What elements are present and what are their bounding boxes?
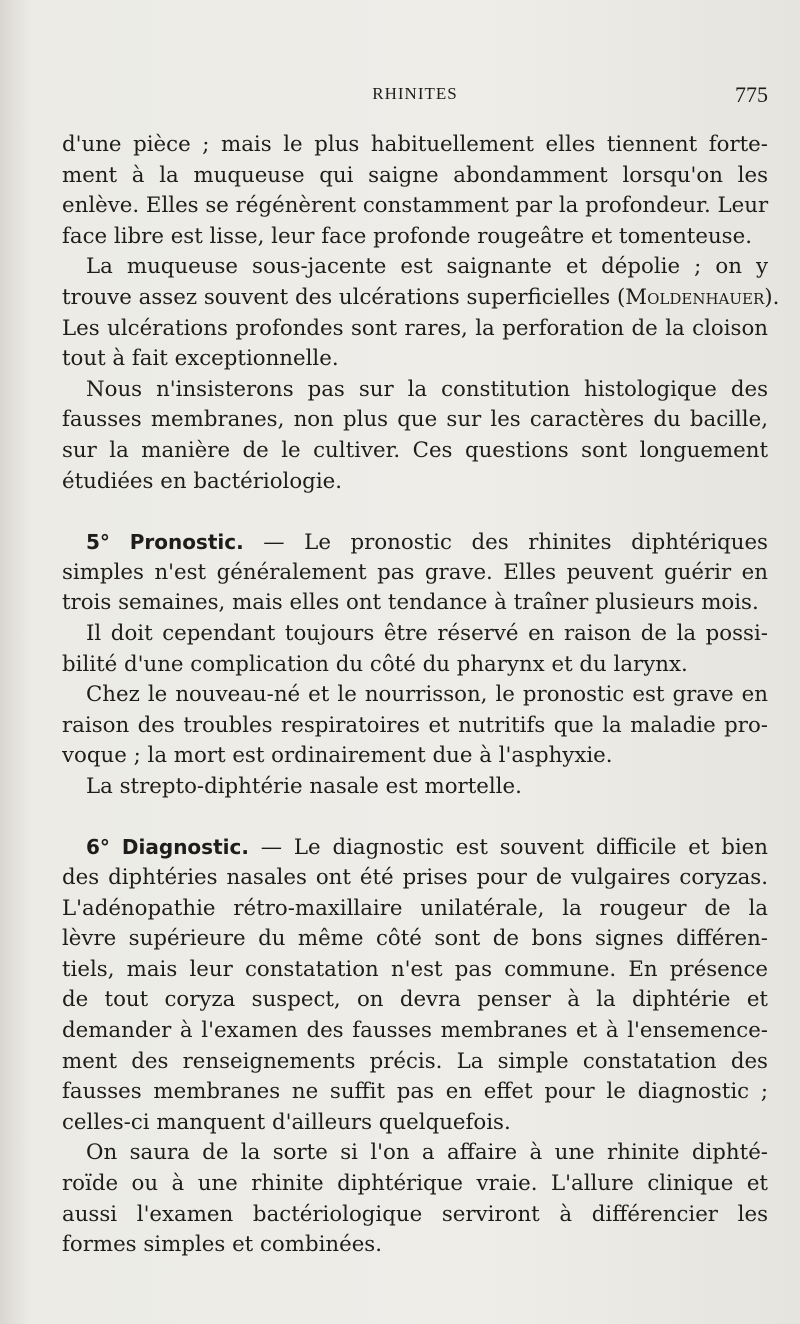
text-line: aussi l'examen bactériologique serviront à différencier les [62, 1201, 768, 1227]
text-fragment: trouve assez souvent des ulcérations superficielles ( [62, 284, 626, 310]
paragraph [62, 375, 768, 497]
page-number: 775 [735, 82, 768, 107]
text-line: des diphtéries nasales ont été prises pour de vulgaires coryzas. [62, 865, 768, 891]
text-line: tiels, mais leur constatation n'est pas commune. En présence [62, 956, 768, 982]
text-line: La strepto-diphtérie nasale est mortelle. [86, 773, 522, 799]
text-line-with-heading [62, 832, 768, 863]
text-line: ment des renseignements précis. La simple constatation des [62, 1048, 768, 1074]
section-spacer [62, 802, 768, 832]
text-line: lèvre supérieure du même côté sont de bons signes différen- [62, 926, 768, 952]
text-line: Nous n'insisterons pas sur la constitution histologique des [86, 376, 768, 402]
section-heading: 6° Diagnostic. [86, 835, 249, 860]
paragraph [62, 130, 768, 252]
section-diagnostic [62, 832, 768, 1260]
text-line: Chez le nouveau-né et le nourrisson, le pronostic est grave en [86, 682, 768, 708]
paragraph [62, 252, 780, 374]
text-line: fausses membranes, non plus que sur les caractères du bacille, [62, 407, 768, 433]
text-fragment: ). [764, 284, 780, 310]
text-line: roïde ou à une rhinite diphtérique vraie. L'allure clinique et [62, 1171, 768, 1196]
text-line: de tout coryza suspect, on devra penser à la diphtérie et [62, 987, 768, 1013]
text-line: L'adénopathie rétro-maxillaire unilatérale, la rougeur de la [62, 895, 768, 921]
text-line: enlève. Elles se régénèrent constamment par la profondeur. Leur [62, 193, 769, 219]
text-line: étudiées en bactériologie. [62, 468, 342, 494]
text-line: d'une pièce ; mais le plus habituellement elles tiennent forte- [62, 132, 768, 157]
text-line: demander à l'examen des fausses membranes et à l'ensemence- [62, 1018, 768, 1044]
text-line: simples n'est généralement pas grave. Elles peuvent guérir en [62, 559, 768, 585]
section-heading: 5° Pronostic. [86, 530, 244, 555]
text-line: celles-ci manquent d'ailleurs quelquefois. [62, 1109, 511, 1135]
text-line: ment à la muqueuse qui saigne abondamment lorsqu'on les [62, 162, 768, 188]
text-line: La muqueuse sous-jacente est saignante et dépolie ; on y [86, 254, 768, 280]
page-header [62, 84, 768, 114]
text-line: face libre est lisse, leur face profonde rougeâtre et tomenteuse. [62, 223, 752, 249]
text-line: trois semaines, mais elles ont tendance à traîner plusieurs mois. [62, 590, 759, 616]
section-spacer [62, 497, 768, 527]
text-line: sur la manière de le cultiver. Ces questions sont longuement [62, 437, 768, 463]
author-citation: Moldenhauer [625, 284, 765, 310]
text-line-with-citation [62, 283, 780, 314]
text-line: On saura de la sorte si l'on a affaire à une rhinite diphté- [86, 1140, 768, 1166]
text-fragment: — Le diagnostic est souvent difficile et bien [248, 835, 768, 861]
text-line: Les ulcérations profondes sont rares, la perforation de la cloison [62, 315, 768, 341]
text-line: tout à fait exceptionnelle. [62, 346, 339, 372]
text-line: Il doit cependant toujours être réservé en raison de la possi- [86, 620, 768, 646]
text-line: voque ; la mort est ordinairement due à l'asphyxie. [62, 743, 613, 769]
text-line: fausses membranes ne suffit pas en effet pour le diagnostic ; [62, 1079, 768, 1105]
text-line: formes simples et combinées. [62, 1232, 383, 1258]
text-line: bilité d'une complication du côté du pharynx et du larynx. [62, 651, 688, 677]
text-line: raison des troubles respiratoires et nutritifs que la maladie pro- [62, 712, 768, 738]
body-text [62, 130, 780, 1261]
text-line-with-heading [62, 527, 768, 558]
text-fragment: — Le pronostic des rhinites diphtériques [243, 530, 768, 556]
running-title: RHINITES [372, 84, 458, 103]
section-pronostic [62, 527, 768, 802]
